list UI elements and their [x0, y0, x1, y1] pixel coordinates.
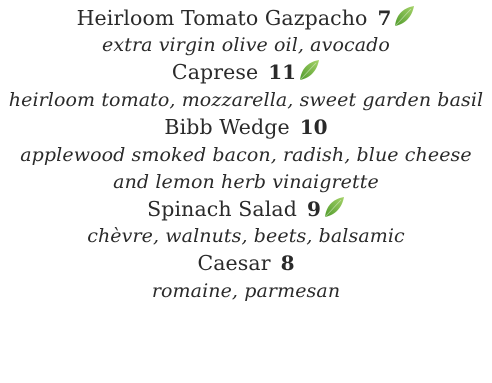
- menu-item-description: and lemon herb vinaigrette: [113, 171, 379, 193]
- menu-item-price: 7: [377, 6, 392, 30]
- menu-item-name: Caesar: [197, 251, 271, 275]
- menu-item-price: 11: [268, 60, 297, 84]
- menu-item-description: romaine, parmesan: [151, 280, 341, 302]
- menu-item-name: Bibb Wedge: [164, 115, 290, 139]
- leaf-icon: [393, 5, 415, 27]
- menu-item-name: Caprese: [171, 60, 259, 84]
- menu-item-title: [0, 58, 492, 86]
- menu-item-description: extra virgin olive oil, avocado: [102, 34, 390, 56]
- menu-item-description: applewood smoked bacon, radish, blue cheese: [20, 144, 472, 166]
- menu-item-description: chèvre, walnuts, beets, balsamic: [87, 225, 405, 247]
- menu-item-title: [0, 113, 492, 141]
- menu-item-price: 8: [280, 251, 295, 275]
- menu-item-name: Heirloom Tomato Gazpacho: [76, 6, 368, 30]
- menu-item-price: 9: [306, 197, 321, 221]
- menu-item-price: 10: [299, 115, 328, 139]
- leaf-icon: [323, 196, 345, 218]
- menu-item-title: [0, 249, 492, 277]
- menu-item-name: Spinach Salad: [147, 197, 297, 221]
- menu-item-description: heirloom tomato, mozzarella, sweet garden basil: [8, 89, 484, 111]
- menu-item-title: [0, 195, 492, 223]
- leaf-icon: [298, 59, 320, 81]
- menu-item-title: [0, 4, 492, 32]
